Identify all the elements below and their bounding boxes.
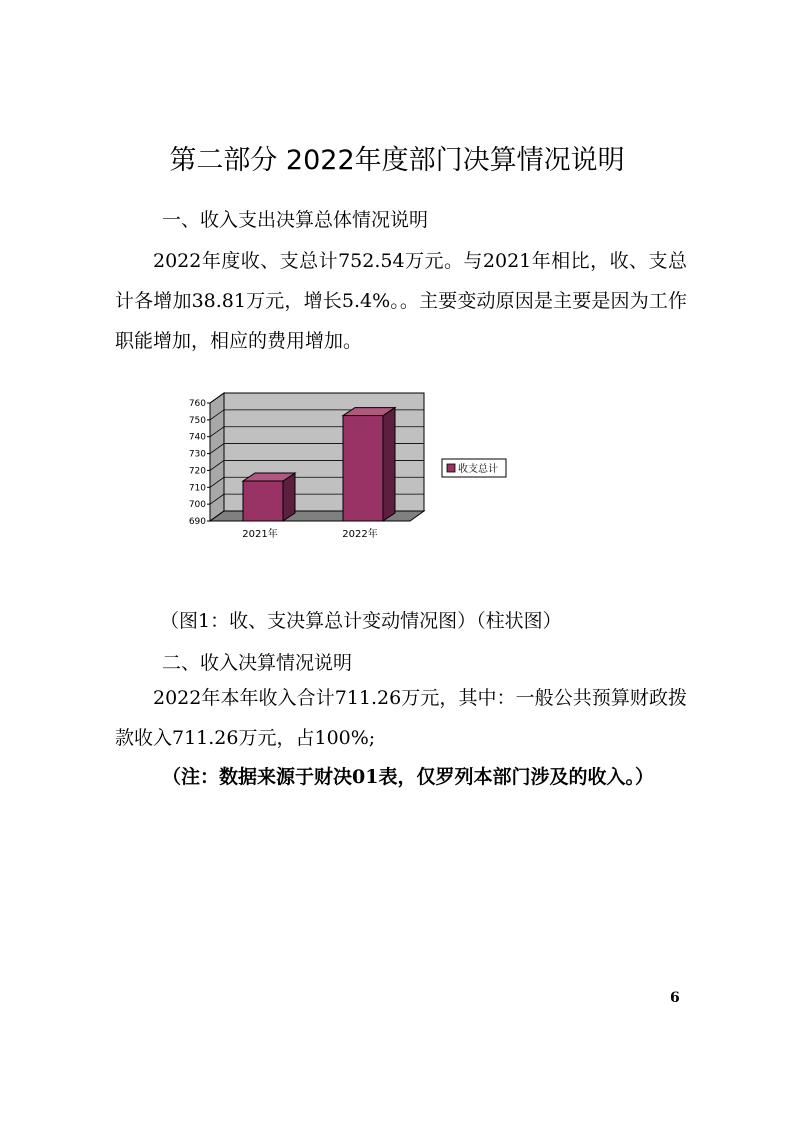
chart-y-tick-label: 750 (188, 415, 206, 426)
chart-legend (442, 459, 506, 477)
chart-x-labels (242, 527, 377, 540)
section-paragraph-2: 2022年本年收入合计711.26万元，其中：一般公共预算财政拨款收入711.26万元，占100%; (115, 687, 687, 749)
chart-y-ticks (189, 399, 210, 527)
data-source-note: （注：数据来源于财决01表，仅罗列本部门涉及的收入。） (162, 766, 654, 788)
chart-x-tick-label: 2022年 (342, 529, 378, 540)
chart-legend-label: 收支总计 (458, 464, 498, 475)
income-expense-chart (180, 385, 540, 555)
chart-y-tick-label: 690 (188, 517, 206, 527)
chart-y-tick-label: 720 (188, 466, 206, 477)
chart-bar-front (343, 416, 383, 521)
chart-bar (343, 408, 395, 521)
chart-y-tick-label: 710 (188, 483, 206, 494)
page-title: 第二部分 2022年度部门决算情况说明 (169, 145, 625, 176)
section-paragraph-1: 2022年度收、支总计752.54万元。与2021年相比，收、支总计各增加38.81万元，增长5.4%。。主要变动原因是主要是因为工作职能增加，相应的费用增加。 (115, 250, 687, 352)
section-heading-2: 二、收入决算情况说明 (162, 652, 353, 674)
chart-y-tick-label: 700 (188, 500, 206, 511)
chart-caption: （图1：收、支决算总计变动情况图）（柱状图） (160, 610, 562, 632)
page-number: 6 (670, 990, 680, 1006)
chart-bar (243, 473, 295, 521)
chart-x-tick-label: 2021年 (242, 529, 278, 540)
chart-y-tick-label: 740 (188, 432, 206, 443)
chart-legend-swatch (447, 464, 455, 472)
chart-bar-front (243, 481, 283, 521)
section-heading-1: 一、收入支出决算总体情况说明 (162, 209, 429, 231)
chart-side-wall (210, 393, 224, 521)
chart-y-tick-label: 760 (188, 399, 206, 409)
chart-bar-side (383, 408, 395, 521)
chart-y-tick-label: 730 (188, 449, 206, 460)
